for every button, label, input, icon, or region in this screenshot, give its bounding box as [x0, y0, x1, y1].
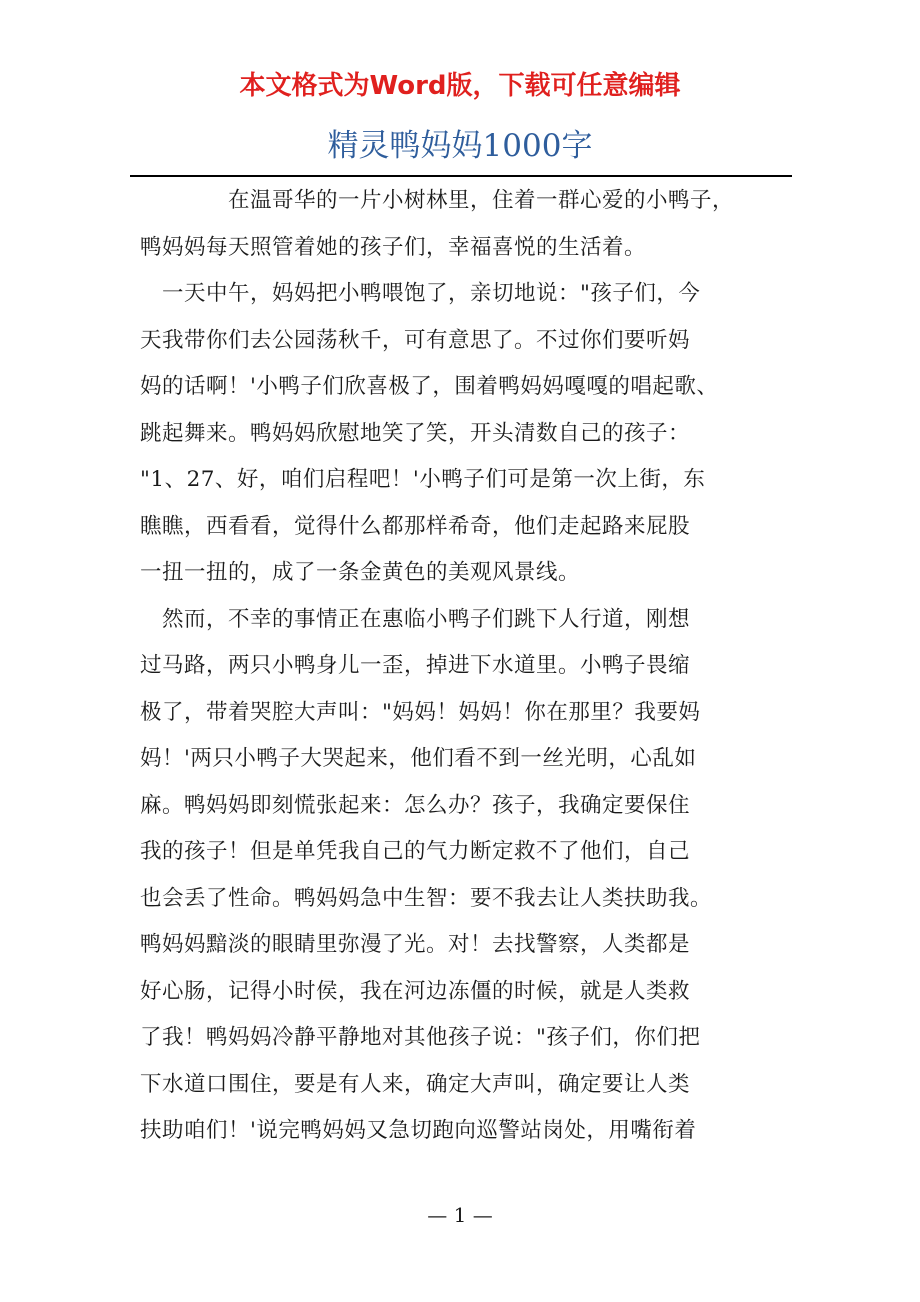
text-line: 下水道口围住，要是有人来，确定大声叫，确定要让人类 — [140, 1071, 691, 1097]
title-divider — [130, 175, 792, 177]
page-title: 精灵鸭妈妈1000字 — [327, 128, 593, 164]
text-line: 了我！鸭妈妈冷静平静地对其他孩子说："孩子们，你们把 — [140, 1025, 701, 1050]
text-line: 也会丢了性命。鸭妈妈急中生智：要不我去让人类扶助我。 — [140, 885, 713, 911]
text-line: 然而，不幸的事情正在惠临小鸭子们跳下人行道，刚想 — [162, 606, 691, 632]
text-line: "1、27、好，咱们启程吧！'小鸭子们可是第一次上街，东 — [140, 467, 706, 492]
text-line: 麻。鸭妈妈即刻慌张起来：怎么办？孩子，我确定要保住 — [140, 792, 691, 818]
text-line: 妈的话啊！'小鸭子们欣喜极了，围着鸭妈妈嘎嘎的唱起歌、 — [140, 374, 719, 399]
article-body — [140, 178, 780, 1155]
word-format-notice: 本文格式为Word版，下载可任意编辑 — [239, 71, 681, 101]
text-line: 扶助咱们！'说完鸭妈妈又急切跑向巡警站岗处，用嘴衔着 — [140, 1118, 697, 1143]
text-line: 跳起舞来。鸭妈妈欣慰地笑了笑，开头清数自己的孩子： — [140, 420, 691, 446]
text-line: 好心肠，记得小时侯，我在河边冻僵的时候，就是人类救 — [140, 978, 691, 1004]
text-line: 一扭一扭的，成了一条金黄色的美观风景线。 — [140, 560, 581, 585]
text-line: 一天中午，妈妈把小鸭喂饱了，亲切地说："孩子们，今 — [162, 281, 701, 306]
text-line: 妈！'两只小鸭子大哭起来，他们看不到一丝光明，心乱如 — [140, 746, 697, 771]
page-number: — 1 — — [427, 1203, 493, 1227]
text-line: 鸭妈妈黯淡的眼睛里弥漫了光。对！去找警察，人类都是 — [140, 932, 691, 957]
text-line: 过马路，两只小鸭身儿一歪，掉进下水道里。小鸭子畏缩 — [140, 653, 691, 678]
text-line: 天我带你们去公园荡秋千，可有意思了。不过你们要听妈 — [140, 327, 691, 353]
text-line: 在温哥华的一片小树林里，住着一群心爱的小鸭子， — [228, 188, 735, 213]
text-line: 极了，带着哭腔大声叫："妈妈！妈妈！你在那里？我要妈 — [140, 699, 701, 725]
text-line: 鸭妈妈每天照管着她的孩子们，幸福喜悦的生活着。 — [140, 234, 647, 260]
text-line: 瞧瞧，西看看，觉得什么都那样希奇，他们走起路来屁股 — [140, 513, 691, 539]
text-line: 我的孩子！但是单凭我自己的气力断定救不了他们，自己 — [140, 839, 691, 864]
